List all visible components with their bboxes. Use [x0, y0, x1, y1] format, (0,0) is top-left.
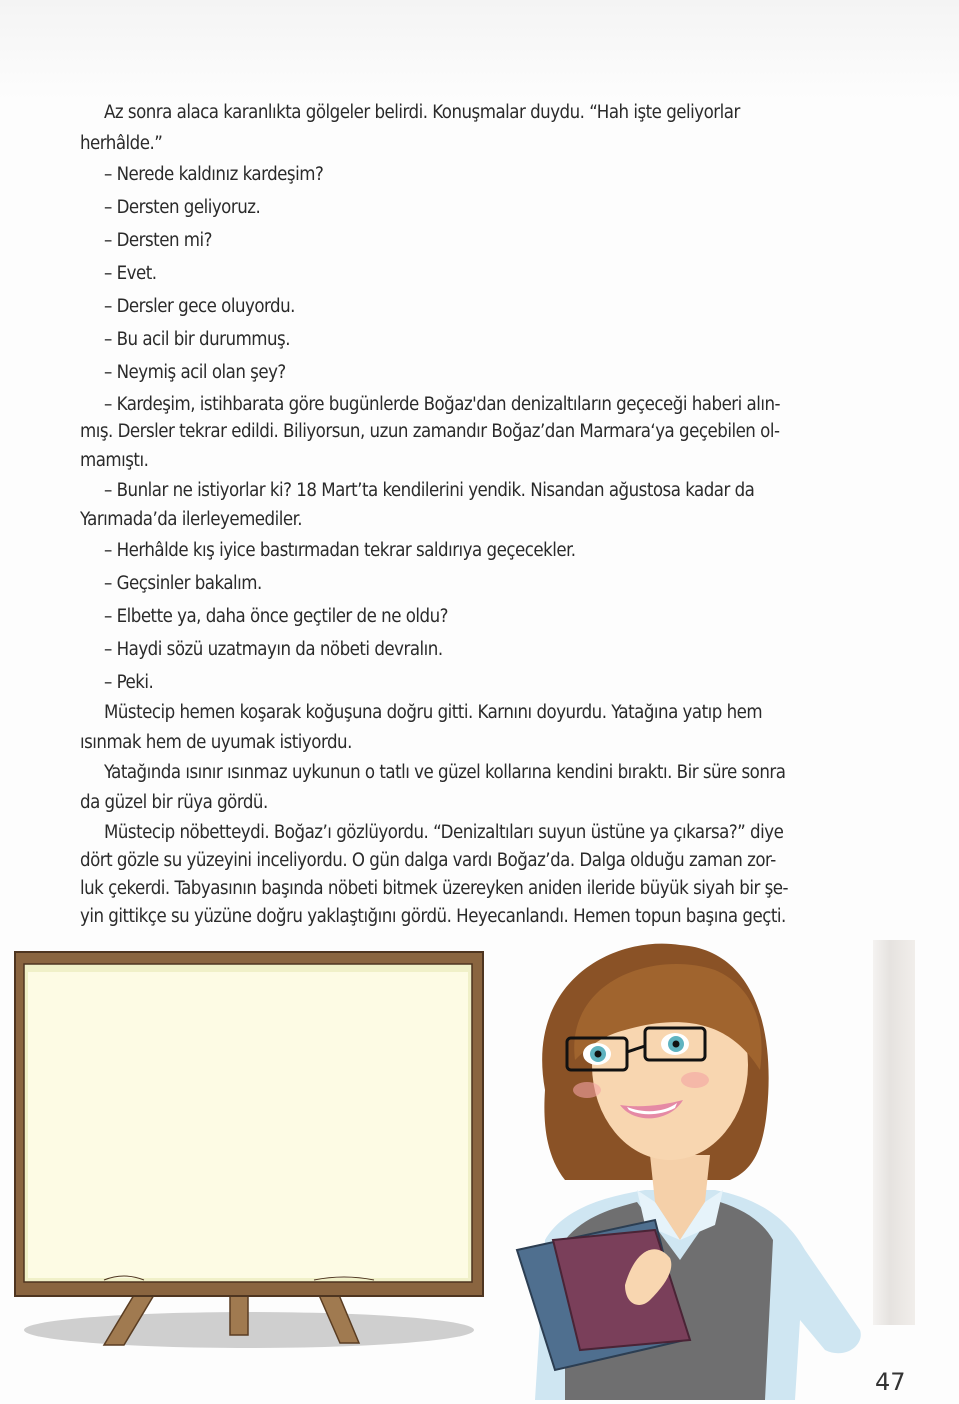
board-surface	[28, 972, 468, 1278]
text-line: ısınmak hem de uyumak istiyordu.	[80, 732, 352, 753]
easel-leg-middle	[230, 1295, 248, 1335]
teacher-illustration	[505, 940, 875, 1400]
text-line: – Bu acil bir durummuş.	[104, 329, 291, 350]
text-line: dört gözle su yüzeyini inceliyordu. O gün dalga vardı Boğaz’da. Dalga olduğu zaman zor-	[80, 850, 776, 871]
page-number: 47	[875, 1368, 906, 1396]
text-line: – Geçsinler bakalım.	[104, 573, 262, 594]
text-line: – Kardeşim, istihbarata göre bugünlerde Boğaz'dan denizaltıların geçeceği haberi alın-	[104, 394, 781, 415]
text-line: Müstecip hemen koşarak koğuşuna doğru gitti. Karnını doyurdu. Yatağına yatıp hem	[104, 702, 763, 723]
text-line: Yarımada’da ilerleyemediler.	[80, 509, 303, 530]
text-line: – Herhâlde kış iyice bastırmadan tekrar saldırıya geçecekler.	[104, 540, 576, 561]
text-line: – Neymiş acil olan şey?	[104, 362, 286, 383]
text-line: – Nerede kaldınız kardeşim?	[104, 164, 324, 185]
text-line: yin gittikçe su yüzüne doğru yaklaştığını gördü. Heyecanlandı. Hemen topun başına geçti.	[80, 906, 786, 927]
text-line: mış. Dersler tekrar edildi. Biliyorsun, uzun zamandır Boğaz’dan Marmara‘ya geçebilen ol-	[80, 421, 780, 442]
text-line: – Dersten geliyoruz.	[104, 197, 261, 218]
text-line: luk çekerdi. Tabyasının başında nöbeti bitmek üzereyken aniden ileride büyük siyah bir şe-	[80, 878, 788, 899]
board-shadow	[24, 1312, 474, 1348]
text-line: – Bunlar ne istiyorlar ki? 18 Mart’ta kendilerini yendik. Nisandan ağustosa kadar da	[104, 480, 755, 501]
text-line: – Dersten mi?	[104, 230, 212, 251]
edge-scan-artifact	[873, 940, 915, 1325]
text-line: herhâlde.”	[80, 133, 163, 154]
text-line: – Peki.	[104, 672, 154, 693]
text-line: – Dersler gece oluyordu.	[104, 296, 295, 317]
page-top-shade	[0, 0, 959, 100]
text-line: mamıştı.	[80, 450, 149, 471]
text-line: da güzel bir rüya gördü.	[80, 792, 268, 813]
text-line: – Elbette ya, daha önce geçtiler de ne oldu?	[104, 606, 448, 627]
text-line: Az sonra alaca karanlıkta gölgeler belirdi. Konuşmalar duydu. “Hah işte geliyorlar	[104, 102, 740, 123]
text-line: Yatağında ısınır ısınmaz uykunun o tatlı ve güzel kollarına kendini bıraktı. Bir süre sonra	[104, 762, 786, 783]
blank-easel-board	[14, 950, 484, 1350]
text-line: – Haydi sözü uzatmayın da nöbeti devralın.	[104, 639, 443, 660]
text-line: Müstecip nöbetteydi. Boğaz’ı gözlüyordu. “Denizaltıları suyun üstüne ya çıkarsa?” diye	[104, 822, 784, 843]
text-line: – Evet.	[104, 263, 157, 284]
